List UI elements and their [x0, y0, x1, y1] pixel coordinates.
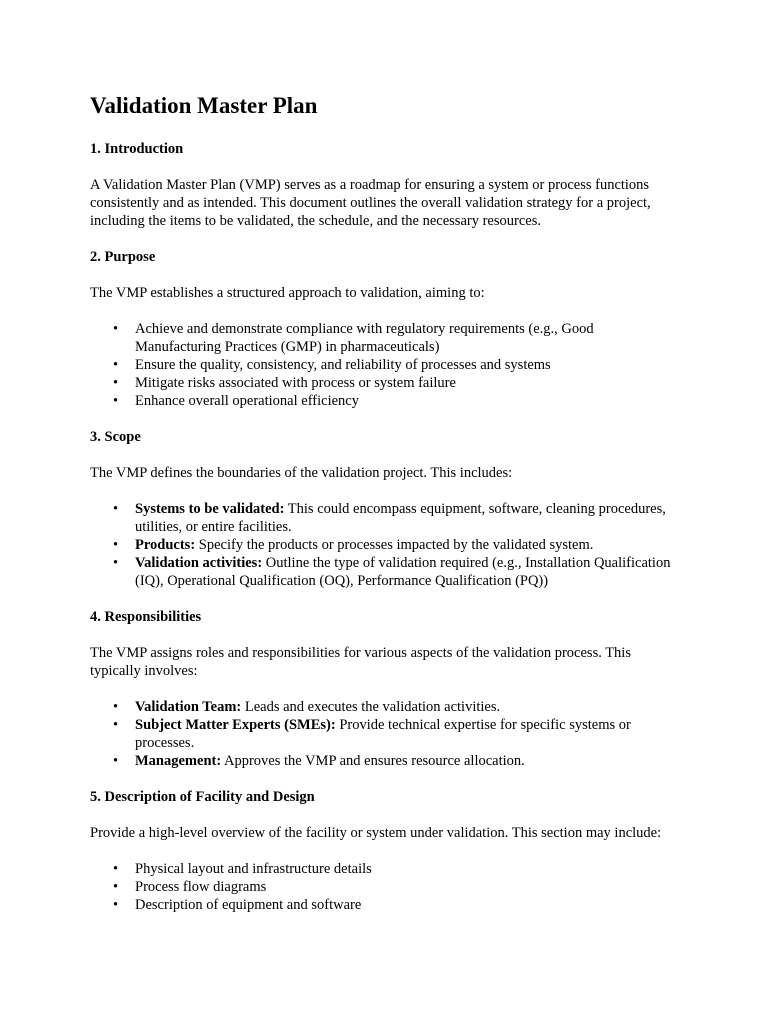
list-item-text: Outline the type of validation required (e.g., Installation Qualification (IQ), Operational Qualification (OQ), Performance Qualification (PQ)) — [135, 554, 671, 589]
list-item: • Mitigate risks associated with process or system failure — [135, 374, 678, 392]
facility-paragraph: Provide a high-level overview of the facility or system under validation. This section may include: — [90, 824, 662, 841]
list-item-term: Systems to be validated: — [135, 500, 285, 517]
list-item-term: Validation activities: — [135, 554, 263, 571]
document-title: Validation Master Plan — [90, 93, 318, 118]
list-item-term: Validation Team: — [135, 698, 242, 715]
list-item-text: This could encompass equipment, software, cleaning procedures, utilities, or entire facilities. — [135, 500, 666, 535]
list-item: • Ensure the quality, consistency, and reliability of processes and systems — [135, 356, 678, 374]
scope-list — [90, 500, 678, 590]
section-heading-introduction: 1. Introduction — [90, 140, 184, 157]
purpose-paragraph: The VMP establishes a structured approach to validation, aiming to: — [90, 284, 485, 301]
section-heading-scope: 3. Scope — [90, 428, 141, 445]
list-item — [135, 500, 678, 536]
scope-paragraph: The VMP defines the boundaries of the validation project. This includes: — [90, 464, 513, 481]
purpose-list — [90, 320, 678, 410]
list-item-text: Provide technical expertise for specific systems or processes. — [135, 716, 631, 751]
list-item-term: Management: — [135, 752, 222, 769]
responsibilities-list — [90, 698, 678, 770]
responsibilities-paragraph: The VMP assigns roles and responsibilities for various aspects of the validation process. This typically involves: — [90, 644, 631, 679]
list-item — [135, 716, 678, 752]
list-item: • Achieve and demonstrate compliance with regulatory requirements (e.g., Good Manufacturing Practices (GMP) in pharmaceuticals) — [135, 320, 678, 356]
list-item-term: Products: — [135, 536, 196, 553]
list-item — [135, 536, 678, 554]
list-item-term: Subject Matter Experts (SMEs): — [135, 716, 336, 733]
introduction-paragraph: A Validation Master Plan (VMP) serves as a roadmap for ensuring a system or process functions consistently and as intended. This document outlines the overall validation strategy for a project, including the items to be validated, the schedule, and the necessary resources. — [90, 176, 651, 229]
section-heading-facility: 5. Description of Facility and Design — [90, 788, 315, 805]
list-item — [135, 752, 678, 770]
list-item-text: Specify the products or processes impacted by the validated system. — [195, 536, 594, 553]
list-item: • Description of equipment and software — [135, 896, 678, 914]
list-item-text: Leads and executes the validation activities. — [241, 698, 501, 715]
list-item — [135, 554, 678, 590]
list-item: • Process flow diagrams — [135, 878, 678, 896]
list-item: • Physical layout and infrastructure details — [135, 860, 678, 878]
section-heading-responsibilities: 4. Responsibilities — [90, 608, 202, 625]
section-heading-purpose: 2. Purpose — [90, 248, 156, 265]
list-item — [135, 698, 678, 716]
list-item: • Enhance overall operational efficiency — [135, 392, 678, 410]
list-item-text: Approves the VMP and ensures resource allocation. — [221, 752, 525, 769]
facility-list — [90, 860, 678, 914]
